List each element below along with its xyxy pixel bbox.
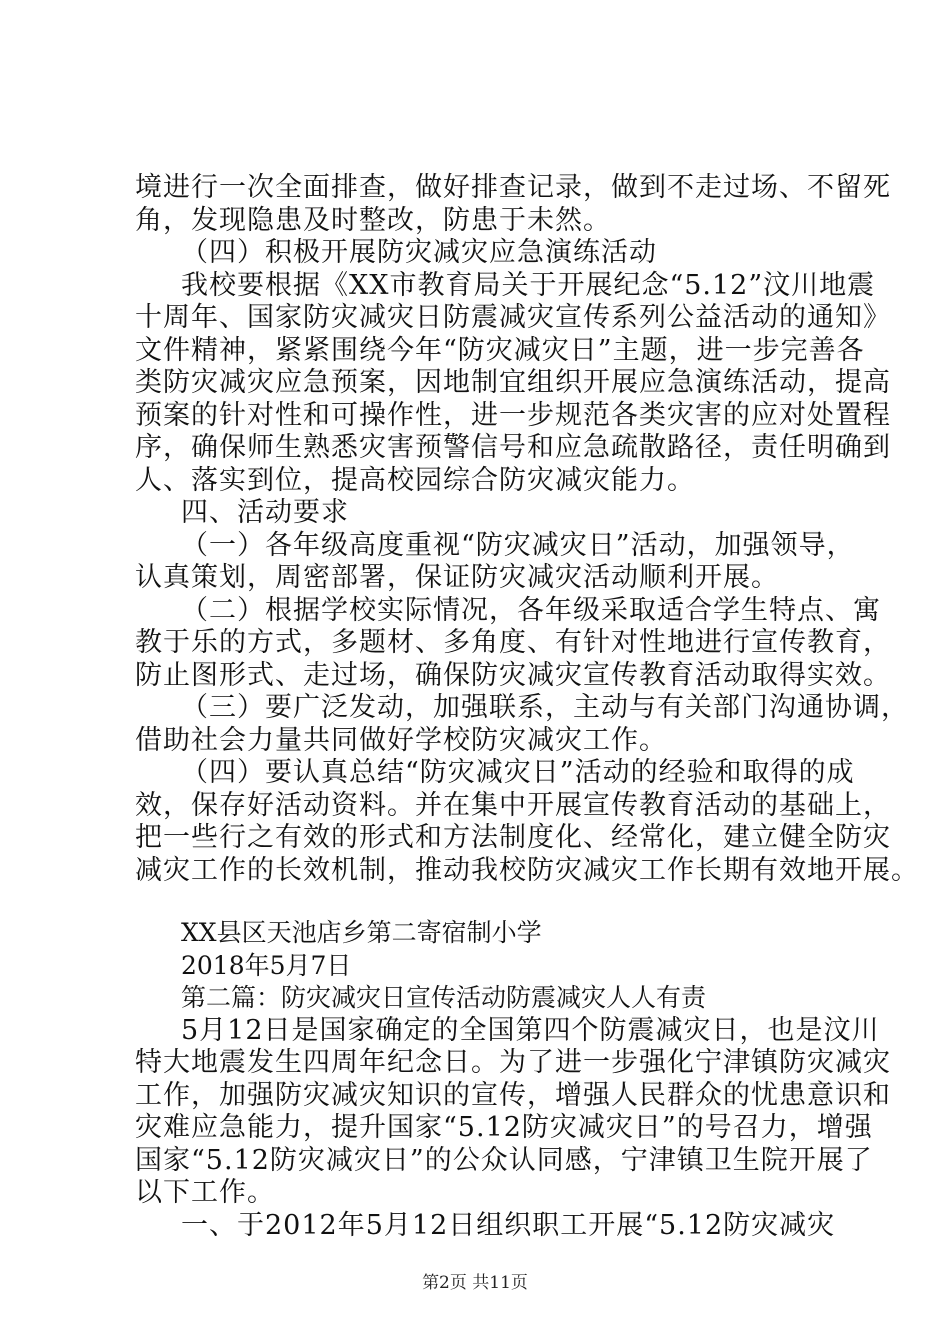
body-line: 防止图形式、走过场，确保防灾减灾宣传教育活动取得实效。 [135,660,891,691]
body-line: 序，确保师生熟悉灾害预警信号和应急疏散路径，责任明确到 [135,432,891,463]
school-signature: XX县区天池店乡第二寄宿制小学 [181,918,542,947]
body-line: 效，保存好活动资料。并在集中开展宣传教育活动的基础上， [135,790,891,821]
body-line: 以下工作。 [135,1177,275,1208]
body-line: （一）各年级高度重视“防灾减灾日”活动，加强领导， [181,530,855,561]
body-line: 文件精神，紧紧围绕今年“防灾减灾日”主题，进一步完善各 [135,335,865,366]
body-line: （四）要认真总结“防灾减灾日”活动的经验和取得的成 [181,757,855,788]
body-line: 人、落实到位，提高校园综合防灾减灾能力。 [135,465,695,496]
body-line: 一、于2012年5月12日组织职工开展“5.12防灾减灾 [181,1210,836,1241]
section-heading: （四）积极开展防灾减灾应急演练活动 [181,237,657,268]
body-line: 我校要根据《XX市教育局关于开展纪念“5.12”汶川地震 [181,270,876,301]
body-line: 工作，加强防灾减灾知识的宣传，增强人民群众的忧患意识和 [135,1080,891,1111]
body-line: 预案的针对性和可操作性，进一步规范各类灾害的应对处置程 [135,400,891,431]
body-line: 借助社会力量共同做好学校防灾减灾工作。 [135,725,667,756]
body-line: 国家“5.12防灾减灾日”的公众认同感，宁津镇卫生院开展了 [135,1145,873,1176]
body-line: 特大地震发生四周年纪念日。为了进一步强化宁津镇防灾减灾 [135,1047,891,1078]
page-footer: 第2页 共11页 [422,1273,528,1293]
body-line: 认真策划，周密部署，保证防灾减灾活动顺利开展。 [135,562,779,593]
body-line: 灾难应急能力，提升国家“5.12防灾减灾日”的号召力，增强 [135,1112,873,1143]
chapter-title: 第二篇：防灾减灾日宣传活动防震减灾人人有责 [181,983,707,1012]
section-heading: 四、活动要求 [181,497,349,528]
body-line: 教于乐的方式，多题材、多角度、有针对性地进行宣传教育， [135,627,891,658]
body-line: 十周年、国家防灾减灾日防震减灾宣传系列公益活动的通知》 [135,302,891,333]
body-line: 角，发现隐患及时整改，防患于未然。 [135,205,611,236]
body-line: 5月12日是国家确定的全国第四个防震减灾日，也是汶川 [181,1015,880,1046]
body-line: 类防灾减灾应急预案，因地制宜组织开展应急演练活动，提高 [135,367,891,398]
signature-date: 2018年5月7日 [181,951,352,980]
body-line: 减灾工作的长效机制，推动我校防灾减灾工作长期有效地开展。 [135,855,919,886]
body-line: （二）根据学校实际情况，各年级采取适合学生特点、寓 [181,595,881,626]
body-line: 把一些行之有效的形式和方法制度化、经常化，建立健全防灾 [135,822,891,853]
body-line: 境进行一次全面排查，做好排查记录，做到不走过场、不留死 [135,172,891,203]
body-line: （三）要广泛发动，加强联系，主动与有关部门沟通协调， [181,692,909,723]
